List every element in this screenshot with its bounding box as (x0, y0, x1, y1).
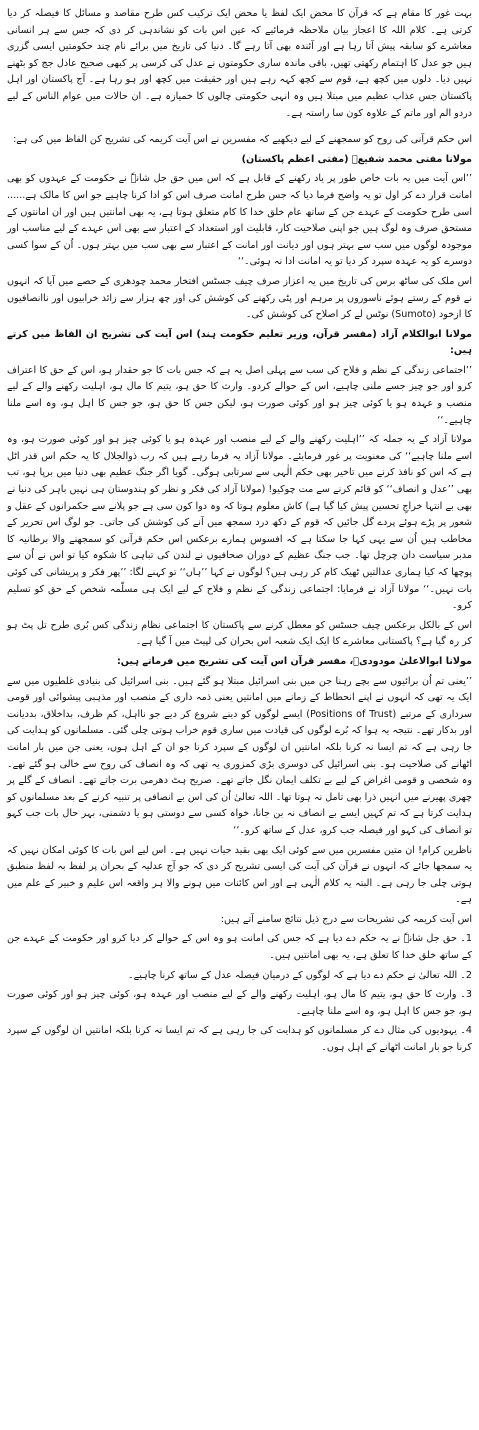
quote-mufti-shafi: ’’اس آیت میں یہ بات خاص طور پر یاد رکھنے کے قابل ہے کہ اس میں حق جل شانہٗ نے حکومت کے عہدوں کو بھی امانت قرار دے کر اول تو یہ واضح فرما دیا کہ جس طرح امانت صرف اس کو ادا کرنا چاہیے جو اس کا مالک ہے...... اسی طرح حکومت کے عہدے جن کے ساتھ عام خلق خدا کا کام متعلق ہوتا ہے، یہ بھی امانتیں ہیں اور ان امانتوں کے مستحق صرف وہ لوگ ہیں جو اپنی صلاحیت کار، قابلیت اور استعداد کے اعتبار سے بھی اس عہدے کے لیے مناسب اور موجودہ لوگوں میں سب سے بہتر ہوں اور دیانت اور امانت کے اعتبار سے بھی سب میں بہتر ہوں۔ اُن کے سوا کسی دوسرے کو یہ عہدہ سپرد کر دیا تو یہ امانت ادا نہ ہوئی۔‘‘ (7, 173, 472, 268)
paragraph-commentators-intro: اس حکم قرآنی کی روح کو سمجھنے کے لیے دیکھیے کہ مفسرین نے اس آیت کریمہ کی تشریح کن الفاظ میں کی ہے: (13, 134, 472, 146)
list-item-4: 4۔ یہودیوں کی مثال دے کر مسلمانوں کو ہدایت کی جا رہی ہے کہ تم ایسا نہ کرنا بلکہ امانتیں ان لوگوں کے سپرد کرنا جو بار امانت اٹھانے کے اہل ہوں۔ (7, 1025, 472, 1054)
quote-abul-kalam-azad: ’’اجتماعی زندگی کے نظم و فلاح کی سب سے پہلی اصل یہ ہے کہ جس بات کا جو حقدار ہو، اس کے حق کا اعتراف کرو اور جو چیز جسے ملنی چاہیے، اس کے حوالے کردو۔ وارث کا حق ہو، یتیم کا مال ہو، اہلیت رکھنے والے کے لیے منصب و عہدہ ہو یا کوئی چیز ہو اور کوئی صورت ہو، لیکن جس کا حق ہو، جو جس کا اہل ہو، وہ اسے ملنا چاہیے۔‘‘ (7, 364, 472, 426)
heading-maududi: مولانا ابوالاعلیٰ مودودیؒ، مفسر قرآن اس آیت کی تشریح میں فرماتے ہیں: (116, 655, 472, 667)
paragraph-results-intro: اس آیت کریمہ کی تشریحات سے درج ذیل نتائج سامنے آتے ہیں: (220, 913, 472, 925)
heading-mufti-shafi: مولانا مفتی محمد شفیعؒ (مفتی اعظم پاکستان) (241, 153, 472, 165)
paragraph-contrast: اس کے بالکل برعکس چیف جسٹس کو معطل کرنے سے پاکستان کا اجتماعی نظام زندگی کس بُری طرح تل پٹ ہو کر رہ گیا ہے؟ پاکستانی معاشرے کا ایک ایک شعبہ اس بحران کی لپیٹ میں آ گیا ہے۔ (7, 619, 472, 648)
paragraph-chief-justice: اس ملک کی ساٹھ برس کی تاریخ میں یہ اعزاز صرف چیف جسٹس افتخار محمد چودھری کے حصے میں آیا کہ انہوں نے قوم کے رستے ہوئے ناسوروں پر مرہم اور پٹی رکھنے کی کوشش کی اور چھ ہزار سے زائد خرابیوں اور ناانصافیوں کا ازخود (Sumoto) نوٹس لے کر اصلاح کی کوشش کی۔ (7, 275, 472, 321)
heading-abul-kalam-azad: مولانا ابوالکلام آزاد (مفسر قرآن، وزیر تعلیم حکومت ہند) اس آیت کی تشریح ان الفاظ میں کرتے ہیں: (7, 328, 472, 357)
list-item-2: 2۔ اللہ تعالیٰ نے حکم دے دیا ہے کہ لوگوں کے درمیان فیصلہ عدل کے ساتھ کرنا چاہیے۔ (127, 969, 472, 981)
paragraph-azad-commentary: مولانا آزاد کے یہ جملہ کہ ’’اہلیت رکھنے والے کے لیے منصب اور عہدہ ہو یا کوئی چیز ہو اور کوئی صورت ہو، وہ اسے ملنا چاہیے‘‘ کی معنویت پر غور فرمایئے۔ مولانا آزاد یہ فرما رہے ہیں کہ رب ذوالجلال کا یہ حکم اس قدر اٹل ہے کہ اس کو نافذ کرنے میں تاخیر بھی حکم الٰہی سے سرتابی ہوگی۔ گویا اگر جنگ عظیم بھی دنیا میں برپا ہو، تب بھی ’’عدل و انصاف‘‘ کو قائم کرنے سے مت چوکیو! (مولانا آزاد کی فکر و نظر کو ہندوستان ہی نہیں باہر کی دنیا نے بھی بے انتہا خراجِ تحسین پیش کیا گیا ہے) کاش معلوم ہوتا کہ وہ دوا کون سی ہے جو پلانے سے حکمرانوں کے عقل و شعور پر پڑے ہوئے پردے گل جائیں کہ قوم کے دکھ درد سمجھ میں آنے کی کوشش کی جاتی۔ جو لوگ اس تحریر کے مخاطب ہیں اُن سے یہی کہا جا سکتا ہے کہ افسوس ہمارے برعکس اس حکم قرآنی کو سمجھنے والا برطانیہ کا مدبر سیاست دان چرچل تھا۔ جب جنگ عظیم کے دوران صحافیوں نے لندن کی تباہی کا شکوہ کیا تو اس نے اُن سے پوچھا کہ کیا ہماری عدالتیں ٹھیک کام کر رہی ہیں؟ لوگوں نے کہا ’’ہاں‘‘ تو کہنے لگا: ’’پھر فکر و پریشانی کی کوئی بات نہیں۔‘‘ مولانا آزاد نے فرمایا: اجتماعی زندگی کے نظم و فلاح کے لیے ایک ہی مسلّمہ شخص کے حق کو تسلیم کرو۔ (7, 434, 472, 612)
paragraph-intro: بہت غور کا مقام ہے کہ قرآن کا محض ایک لفظ یا محض ایک ترکیب کس طرح مقاصد و مسائل کا فیصلہ کر دیا کرتی ہے۔ کلام اللہ کا اعجاز بیان ملاحظہ فرمائیے کہ عین اس بات کو نشاندہی کر دی کہ جس سے ہر انسانی معاشرے کو سابقہ پیش آتا رہا ہے اور آئندہ بھی آتا رہے گا۔ دنیا کی تاریخ میں برائے نام چند حکومتیں ایسی گزری ہیں جو عدل کا اہتمام رکھتی تھیں، باقی ماندہ ساری حکومتوں نے عدل کی کرسی پر کبھی صحیح عادل جج کو بٹھنے نہیں دیا۔ دلوں میں کچھ ہے، قوم سے کچھ کہہ رہے ہیں اور حقیقت میں کچھ اور ہو رہا ہے۔ آج پاکستان اور اہل پاکستان جس عذاب عظیم میں مبتلا ہیں وہ انہی حکومتی چالوں کا خمیازہ ہے۔ ان حالات میں عوام الناس کے لیے دردو الم اور ماتم کے علاوہ کون سا راستہ ہے۔ (7, 8, 472, 119)
quote-maududi: ’’یعنی تم اُن برائیوں سے بچے رہنا جن میں بنی اسرائیل مبتلا ہو گئے ہیں۔ بنی اسرائیل کی بنیادی غلطیوں میں سے ایک یہ تھی کہ انہوں نے اپنے انحطاط کے زمانے میں امانتیں یعنی ذمہ داری کے منصب اور مذہبی پیشوائی اور قومی سرداری کے مرتبے (Positions of Trust) ایسے لوگوں کو دینے شروع کر دیے جو نااہل، کم ظرف، بداخلاق، بددیانت اور بدکار تھے۔ نتیجہ یہ ہوا کہ بُرے لوگوں کی قیادت میں ساری قوم خراب ہوتی چلی گئی۔ مسلمانوں کو ہدایت کی جا رہی ہے کہ تم ایسا نہ کرنا بلکہ امانتیں ان لوگوں کے سپرد کرنا جو ان کے اہل ہوں، یعنی جن میں بار امانت اٹھانے کی صلاحیت ہو۔ بنی اسرائیل کی دوسری بڑی کمزوری یہ تھی کہ وہ انصاف کی روح سے خالی ہو گئے تھے۔ وہ شخصی و قومی اغراض کے لیے بے تکلف ایمان نگل جاتے تھے۔ صریح ہٹ دھرمی برت جاتے تھے۔ انصاف کے گلے پر چھری پھیرنے میں انہیں ذرا بھی تامل نہ ہوتا تھا۔ اللہ تعالیٰ اُن کی اس بے انصافی پر تنبیہ کرنے کے بعد مسلمانوں کو ہدایت کرتا ہے کہ تم کہیں ایسے بے انصاف نہ بن جانا، خواہ کسی سے دوستی ہو یا دشمنی، بہر حال بات جب کہو تو انصاف کی کہو اور فیصلہ جب کرو، عدل کے ساتھ کرو۔‘‘ (7, 675, 472, 836)
paragraph-readers: ناظرین کرام! ان متین مفسرین میں سے کوئی ایک بھی بقید حیات نہیں ہے۔ اس لیے اس بات کا کوئی امکان نہیں کہ یہ سمجھا جائے کہ انہوں نے قرآن کی آیت کی ایسی تشریح کر دی کہ جو آج عدلیہ کے بحران پر لفظ بہ لفظ منطبق ہوتی چلی جا رہی ہے۔ البتہ یہ کلام الٰہی ہے اور اس کائنات میں ہونے والا ہر واقعہ اس علیم و خبیر کے علم میں ہے۔ (7, 844, 472, 906)
list-item-3: 3۔ وارث کا حق ہو، یتیم کا مال ہو، اہلیت رکھنے والے کے لیے منصب اور عہدہ ہو، کوئی چیز ہو اور کوئی صورت ہو، جو جس کا اہل ہو، وہ اسے ملنا چاہیے۔ (7, 989, 472, 1017)
list-item-1: 1۔ حق جل شانہٗ نے یہ حکم دے دیا ہے کہ جس کی امانت ہو وہ اس کے حوالے کر دیا کرو اور حکومت کے عہدے جن کے ساتھ خلق خدا کا تعلق ہے، یہ بھی امانتیں ہیں۔ (7, 933, 472, 962)
